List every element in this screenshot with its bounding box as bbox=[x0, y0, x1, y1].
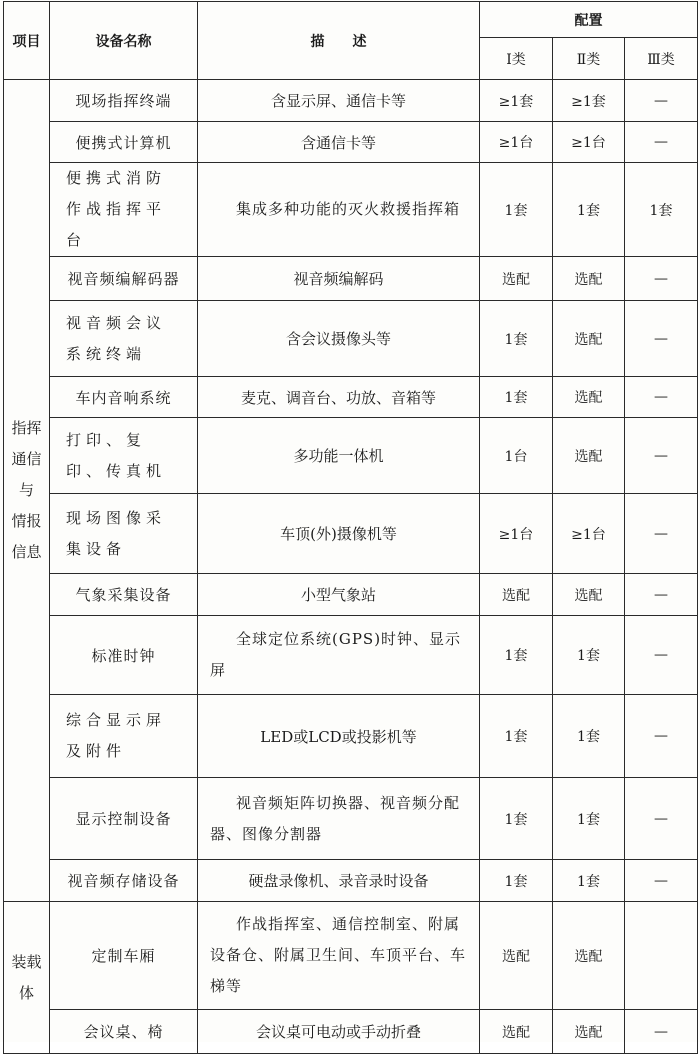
config-class-3: — bbox=[625, 616, 698, 695]
device-desc: 车顶(外)摄像机等 bbox=[198, 494, 480, 574]
config-class-3: — bbox=[625, 418, 698, 494]
config-class-1: 选配 bbox=[480, 1010, 553, 1054]
header-device-name: 设备名称 bbox=[50, 2, 198, 80]
device-name: 车内音响系统 bbox=[50, 377, 198, 418]
config-class-1: 1套 bbox=[480, 860, 553, 902]
category-vehicle-body: 装载 体 bbox=[4, 902, 50, 1054]
header-class-1: Ⅰ类 bbox=[480, 38, 553, 80]
device-name: 视音频存储设备 bbox=[50, 860, 198, 902]
config-class-2: 选配 bbox=[553, 301, 625, 377]
config-class-3 bbox=[625, 902, 698, 1010]
table-row bbox=[4, 574, 698, 616]
device-name: 便携式消防作战指挥平台 bbox=[50, 163, 198, 257]
device-desc: 含通信卡等 bbox=[198, 122, 480, 163]
config-class-1: 1套 bbox=[480, 301, 553, 377]
device-name: 视音频编解码器 bbox=[50, 257, 198, 301]
device-name: 会议桌、椅 bbox=[50, 1010, 198, 1054]
device-name: 视音频会议系统终端 bbox=[50, 301, 198, 377]
device-name: 综合显示屏及附件 bbox=[50, 695, 198, 778]
device-desc: 麦克、调音台、功放、音箱等 bbox=[198, 377, 480, 418]
table-row bbox=[4, 1010, 698, 1054]
device-desc: 多功能一体机 bbox=[198, 418, 480, 494]
config-class-1: 选配 bbox=[480, 574, 553, 616]
device-name: 便携式计算机 bbox=[50, 122, 198, 163]
device-desc: LED或LCD或投影机等 bbox=[198, 695, 480, 778]
device-desc: 作战指挥室、通信控制室、附属设备仓、附属卫生间、车顶平台、车梯等 bbox=[198, 902, 480, 1010]
header-row-1 bbox=[4, 2, 698, 38]
equipment-config-table bbox=[3, 1, 698, 1054]
config-class-1: 选配 bbox=[480, 902, 553, 1010]
table-row bbox=[4, 902, 698, 1010]
config-class-1: ≥1台 bbox=[480, 494, 553, 574]
config-class-3: — bbox=[625, 80, 698, 122]
table-row bbox=[4, 163, 698, 257]
header-project: 项目 bbox=[4, 2, 50, 80]
device-desc: 小型气象站 bbox=[198, 574, 480, 616]
config-class-3: — bbox=[625, 494, 698, 574]
config-class-2: 选配 bbox=[553, 257, 625, 301]
device-desc: 硬盘录像机、录音录时设备 bbox=[198, 860, 480, 902]
config-class-3: — bbox=[625, 860, 698, 902]
device-name: 定制车厢 bbox=[50, 902, 198, 1010]
device-name: 气象采集设备 bbox=[50, 574, 198, 616]
table-row bbox=[4, 122, 698, 163]
config-class-2: 1套 bbox=[553, 778, 625, 860]
config-class-3: — bbox=[625, 257, 698, 301]
config-class-1: 选配 bbox=[480, 257, 553, 301]
table-row bbox=[4, 418, 698, 494]
header-description: 描 述 bbox=[198, 2, 480, 80]
config-class-2: 1套 bbox=[553, 695, 625, 778]
config-class-2: ≥1套 bbox=[553, 80, 625, 122]
device-desc: 集成多种功能的灭火救援指挥箱 bbox=[198, 163, 480, 257]
table-row bbox=[4, 860, 698, 902]
category-command-communication: 指挥 通信 与 情报 信息 bbox=[4, 80, 50, 902]
device-name: 显示控制设备 bbox=[50, 778, 198, 860]
config-class-1: ≥1套 bbox=[480, 80, 553, 122]
config-class-2: 选配 bbox=[553, 574, 625, 616]
header-class-2: Ⅱ类 bbox=[553, 38, 625, 80]
config-class-2: 选配 bbox=[553, 418, 625, 494]
config-class-1: 1套 bbox=[480, 163, 553, 257]
device-desc: 全球定位系统(GPS)时钟、显示屏 bbox=[198, 616, 480, 695]
table-row bbox=[4, 80, 698, 122]
config-class-3: — bbox=[625, 778, 698, 860]
config-class-3: — bbox=[625, 301, 698, 377]
device-desc: 会议桌可电动或手动折叠 bbox=[198, 1010, 480, 1054]
config-class-3: — bbox=[625, 1010, 698, 1054]
device-desc: 视音频编解码 bbox=[198, 257, 480, 301]
config-class-1: 1套 bbox=[480, 377, 553, 418]
config-class-2: 选配 bbox=[553, 1010, 625, 1054]
config-class-2: 1套 bbox=[553, 616, 625, 695]
config-class-2: 1套 bbox=[553, 163, 625, 257]
config-class-2: ≥1台 bbox=[553, 494, 625, 574]
config-class-2: ≥1台 bbox=[553, 122, 625, 163]
device-name: 现场指挥终端 bbox=[50, 80, 198, 122]
config-class-1: 1套 bbox=[480, 695, 553, 778]
config-class-3: — bbox=[625, 122, 698, 163]
config-class-1: ≥1台 bbox=[480, 122, 553, 163]
table-row bbox=[4, 377, 698, 418]
table-row bbox=[4, 257, 698, 301]
table-row bbox=[4, 695, 698, 778]
device-name: 标准时钟 bbox=[50, 616, 198, 695]
device-desc: 含会议摄像头等 bbox=[198, 301, 480, 377]
config-class-3: — bbox=[625, 695, 698, 778]
config-class-3: — bbox=[625, 574, 698, 616]
header-class-3: Ⅲ类 bbox=[625, 38, 698, 80]
config-class-3: — bbox=[625, 377, 698, 418]
device-name: 现场图像采集设备 bbox=[50, 494, 198, 574]
device-desc: 含显示屏、通信卡等 bbox=[198, 80, 480, 122]
config-class-2: 选配 bbox=[553, 377, 625, 418]
device-name: 打印、复印、传真机 bbox=[50, 418, 198, 494]
config-class-1: 1套 bbox=[480, 778, 553, 860]
table-row bbox=[4, 616, 698, 695]
table-row bbox=[4, 778, 698, 860]
config-class-1: 1套 bbox=[480, 616, 553, 695]
config-class-2: 选配 bbox=[553, 902, 625, 1010]
config-class-3: 1套 bbox=[625, 163, 698, 257]
header-config: 配置 bbox=[480, 2, 698, 38]
config-class-1: 1台 bbox=[480, 418, 553, 494]
table-row bbox=[4, 494, 698, 574]
device-desc: 视音频矩阵切换器、视音频分配器、图像分割器 bbox=[198, 778, 480, 860]
config-class-2: 1套 bbox=[553, 860, 625, 902]
table-row bbox=[4, 301, 698, 377]
